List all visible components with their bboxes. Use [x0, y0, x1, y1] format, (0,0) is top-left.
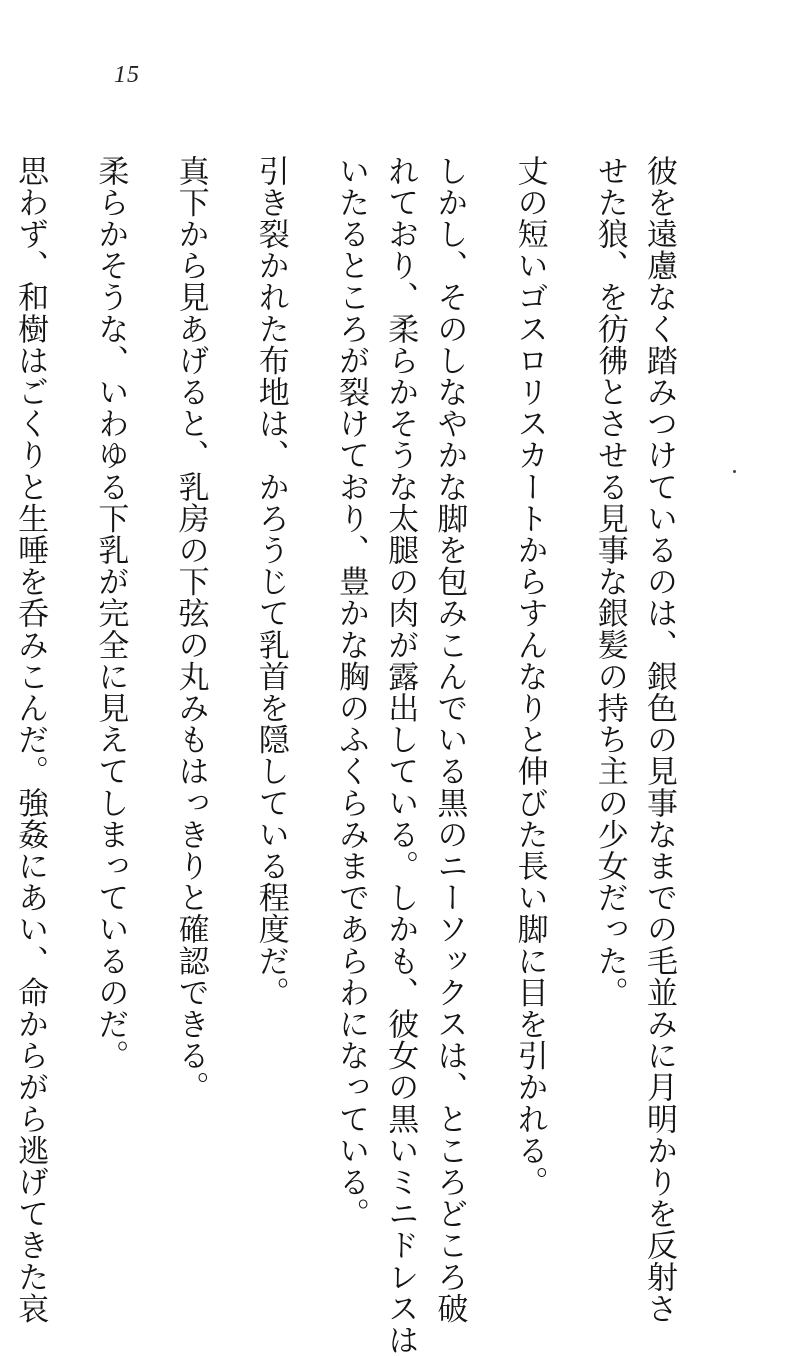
text-column: いたるところが裂けており、豊かな胸のふくらみまであらわになっている。	[332, 155, 369, 1230]
text-column: 引き裂かれた布地は、かろうじて乳首を隠している程度だ。	[252, 155, 289, 1009]
vertical-body-text	[0, 155, 714, 1356]
text-column: れており、柔らかそうな太腿の肉が露出している。しかも、彼女の黒いミニドレスは	[382, 155, 419, 1356]
text-column: しかし、そのしなやかな脚を包みこんでいる黒のニーソックスは、ところどころ破	[431, 155, 468, 1325]
text-column: 真下から見あげると、乳房の下弦の丸みもはっきりと確認できる。	[172, 155, 209, 1103]
text-column: せた狼、を彷彿とさせる見事な銀髪の持ち主の少女だった。	[591, 155, 628, 1009]
text-column: 彼を遠慮なく踏みつけているのは、銀色の見事なまでの毛並みに月明かりを反射さ	[641, 155, 677, 1325]
page-number: 15	[114, 62, 140, 88]
text-column: 柔らかそうな、いわゆる下乳が完全に見えてしまっているのだ。	[92, 155, 129, 1072]
text-column: 思わず、和樹はごくりと生唾を呑みこんだ。強姦にあい、命からがら逃げてきた哀	[12, 155, 49, 1325]
print-speck	[733, 470, 736, 473]
text-column: 丈の短いゴスロリスカートからすんなりと伸びた長い脚に目を引かれる。	[511, 155, 548, 1198]
